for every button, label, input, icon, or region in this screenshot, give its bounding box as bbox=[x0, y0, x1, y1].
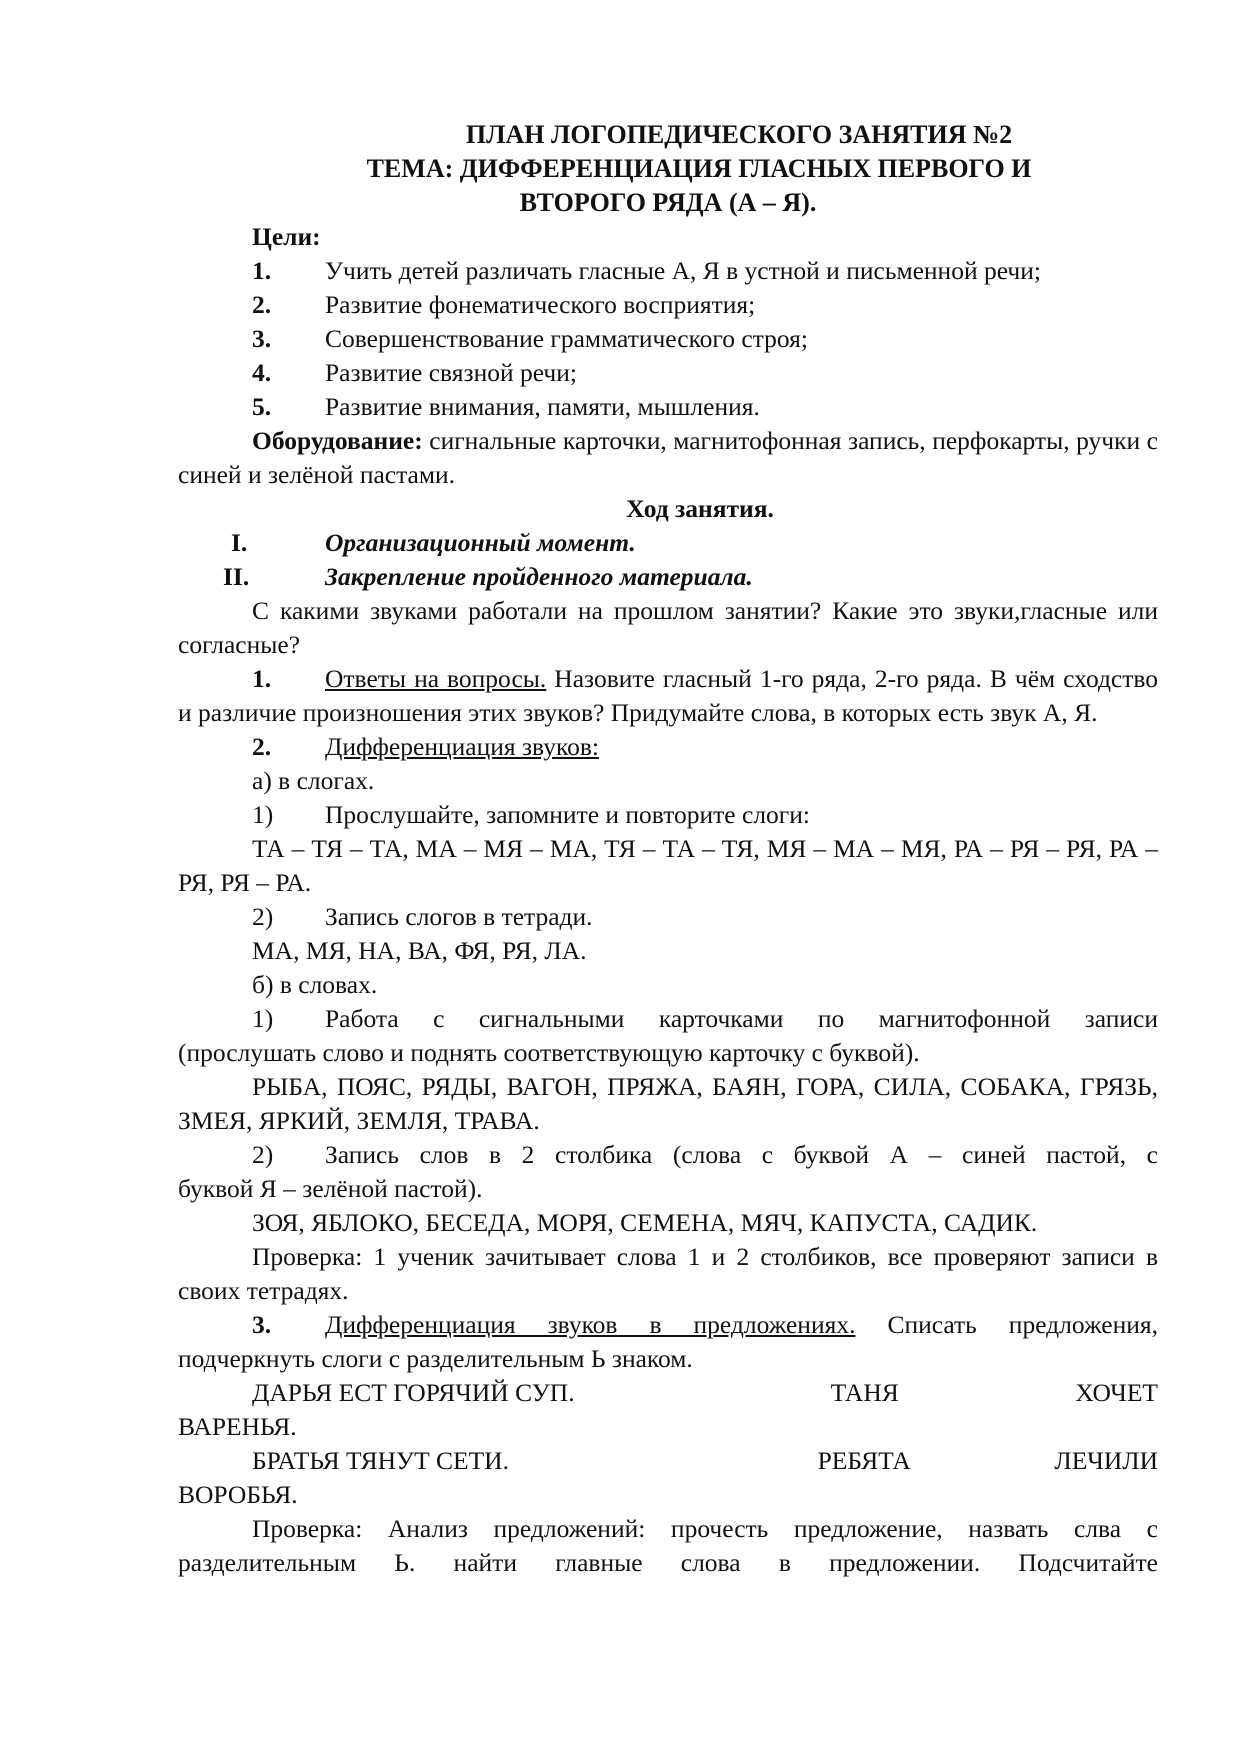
task-2b-step-2-cont: буквой Я – зелёной пастой). bbox=[178, 1174, 483, 1203]
goal-number: 4. bbox=[252, 358, 272, 387]
syllables-list-2: МА, МЯ, НА, ВА, ФЯ, РЯ, ЛА. bbox=[252, 936, 587, 965]
task-2a-step-1 bbox=[178, 798, 1158, 832]
goal-number: 3. bbox=[252, 324, 272, 353]
check-paragraph-2-line-2: разделительным Ь. найти главные слова в предложении. Подсчитайте bbox=[178, 1548, 1158, 1577]
sentence-word: ЛЕЧИЛИ bbox=[1054, 1446, 1158, 1475]
words-list-1: РЫБА, ПОЯС, РЯДЫ, ВАГОН, ПРЯЖА, БАЯН, ГОРА, СИЛА, СОБАКА, ГРЯЗЬ, ЗМЕЯ, ЯРКИЙ, ЗЕМЛЯ, ТРАВА. bbox=[178, 1072, 1158, 1135]
equipment-paragraph bbox=[178, 424, 1158, 492]
task-1-heading: Ответы на вопросы. bbox=[325, 664, 547, 693]
step-text: Запись слогов в тетради. bbox=[325, 902, 593, 931]
task-3-heading: Дифференциация звуков в предложениях. bbox=[325, 1310, 856, 1339]
check-paragraph-1: Проверка: 1 ученик зачитывает слова 1 и 2 столбиков, все проверяют записи в своих тетрадях. bbox=[178, 1242, 1158, 1305]
goal-item bbox=[178, 356, 1158, 390]
task-3-heading-line bbox=[178, 1308, 1158, 1342]
check-paragraph-2-line-1: Проверка: Анализ предложений: прочесть предложение, назвать слва с bbox=[252, 1514, 1158, 1543]
section-title: Закрепление пройденного материала. bbox=[325, 562, 753, 591]
goal-text: Учить детей различать гласные А, Я в устной и письменной речи; bbox=[325, 256, 1041, 285]
task-2-number: 2. bbox=[252, 732, 272, 761]
title-line-2: ТЕМА: ДИФФЕРЕНЦИАЦИЯ ГЛАСНЫХ ПЕРВОГО И bbox=[366, 154, 1032, 183]
title-line-1: ПЛАН ЛОГОПЕДИЧЕСКОГО ЗАНЯТИЯ №2 bbox=[465, 120, 1013, 149]
sentence-word: РЕБЯТА bbox=[817, 1446, 911, 1475]
task-2b-step-1-cont: (прослушать слово и поднять соответствующую карточку с буквой). bbox=[178, 1038, 920, 1067]
task-2b-step-2 bbox=[178, 1138, 1158, 1172]
goals-label: Цели: bbox=[252, 222, 321, 251]
sentence-cont: ВОРОБЬЯ. bbox=[178, 1480, 298, 1509]
goal-number: 1. bbox=[252, 256, 272, 285]
task-2a-label: а) в слогах. bbox=[252, 766, 375, 795]
sentence-row bbox=[178, 1376, 1158, 1410]
words-list-2: ЗОЯ, ЯБЛОКО, БЕСЕДА, МОРЯ, СЕМЕНА, МЯЧ, КАПУСТА, САДИК. bbox=[252, 1208, 1038, 1237]
intro-question: С какими звуками работали на прошлом занятии? Какие это звуки,гласные или согласные? bbox=[178, 596, 1158, 659]
task-2-heading: Дифференциация звуков: bbox=[325, 732, 599, 761]
sentence-word: ТАНЯ bbox=[830, 1378, 899, 1407]
task-3-cont: подчеркнуть слоги с разделительным Ь знаком. bbox=[178, 1344, 693, 1373]
goal-item bbox=[178, 254, 1158, 288]
goal-text: Развитие внимания, памяти, мышления. bbox=[325, 392, 760, 421]
task-2b-step-1 bbox=[178, 1002, 1158, 1036]
task-3-number: 3. bbox=[252, 1310, 272, 1339]
syllables-list-1: ТА – ТЯ – ТА, МА – МЯ – МА, ТЯ – ТА – ТЯ, МЯ – МА – МЯ, РА – РЯ – РЯ, РА – РЯ, РЯ – РА. bbox=[178, 834, 1158, 897]
course-title: Ход занятия. bbox=[626, 494, 774, 523]
step-text: Работа с сигнальными карточками по магнитофонной записи bbox=[325, 1004, 1158, 1033]
section-heading bbox=[178, 526, 1158, 560]
goal-text: Развитие связной речи; bbox=[325, 358, 577, 387]
sentence-text: БРАТЬЯ ТЯНУТ СЕТИ. bbox=[252, 1446, 509, 1475]
goal-item bbox=[178, 322, 1158, 356]
step-text: Прослушайте, запомните и повторите слоги: bbox=[325, 800, 810, 829]
goal-item bbox=[178, 288, 1158, 322]
equipment-text: сигнальные карточки, магнитофонная запись, перфокарты, ручки с синей и зелёной пастами. bbox=[178, 426, 1158, 489]
sentence-word: ХОЧЕТ bbox=[1075, 1378, 1158, 1407]
section-number: II. bbox=[223, 562, 250, 591]
goal-item bbox=[178, 390, 1158, 424]
sentence-text: ДАРЬЯ ЕСТ ГОРЯЧИЙ СУП. bbox=[252, 1378, 575, 1407]
section-number: I. bbox=[231, 528, 248, 557]
section-title: Организационный момент. bbox=[325, 528, 636, 557]
goal-number: 5. bbox=[252, 392, 272, 421]
task-2b-label: б) в словах. bbox=[252, 970, 378, 999]
sentence-cont: ВАРЕНЬЯ. bbox=[178, 1412, 297, 1441]
task-3-text: Списать предложения, bbox=[855, 1310, 1158, 1339]
task-2a-step-2 bbox=[178, 900, 1158, 934]
task-2-heading-line bbox=[178, 730, 1158, 764]
goal-text: Совершенствование грамматического строя; bbox=[325, 324, 808, 353]
equipment-label: Оборудование: bbox=[252, 426, 423, 455]
goal-number: 2. bbox=[252, 290, 272, 319]
step-number: 1) bbox=[252, 800, 274, 829]
task-1-number: 1. bbox=[252, 664, 272, 693]
sentence-row bbox=[178, 1444, 1158, 1478]
step-number: 2) bbox=[252, 1140, 274, 1169]
goal-text: Развитие фонематического восприятия; bbox=[325, 290, 756, 319]
step-text: Запись слов в 2 столбика (слова с буквой А – синей пастой, с bbox=[325, 1140, 1158, 1169]
title-line-3: ВТОРОГО РЯДА (А – Я). bbox=[519, 188, 817, 217]
step-number: 1) bbox=[252, 1004, 274, 1033]
task-1-paragraph bbox=[178, 662, 1158, 730]
document-body bbox=[178, 118, 1158, 1580]
section-heading bbox=[178, 560, 1158, 594]
step-number: 2) bbox=[252, 902, 274, 931]
task-1-text: Назовите гласный 1-го ряда, 2-го ряда. В чём сходство и различие произношения этих звуков? Придумайте слова, в которых есть звук А, Я. bbox=[178, 664, 1159, 727]
